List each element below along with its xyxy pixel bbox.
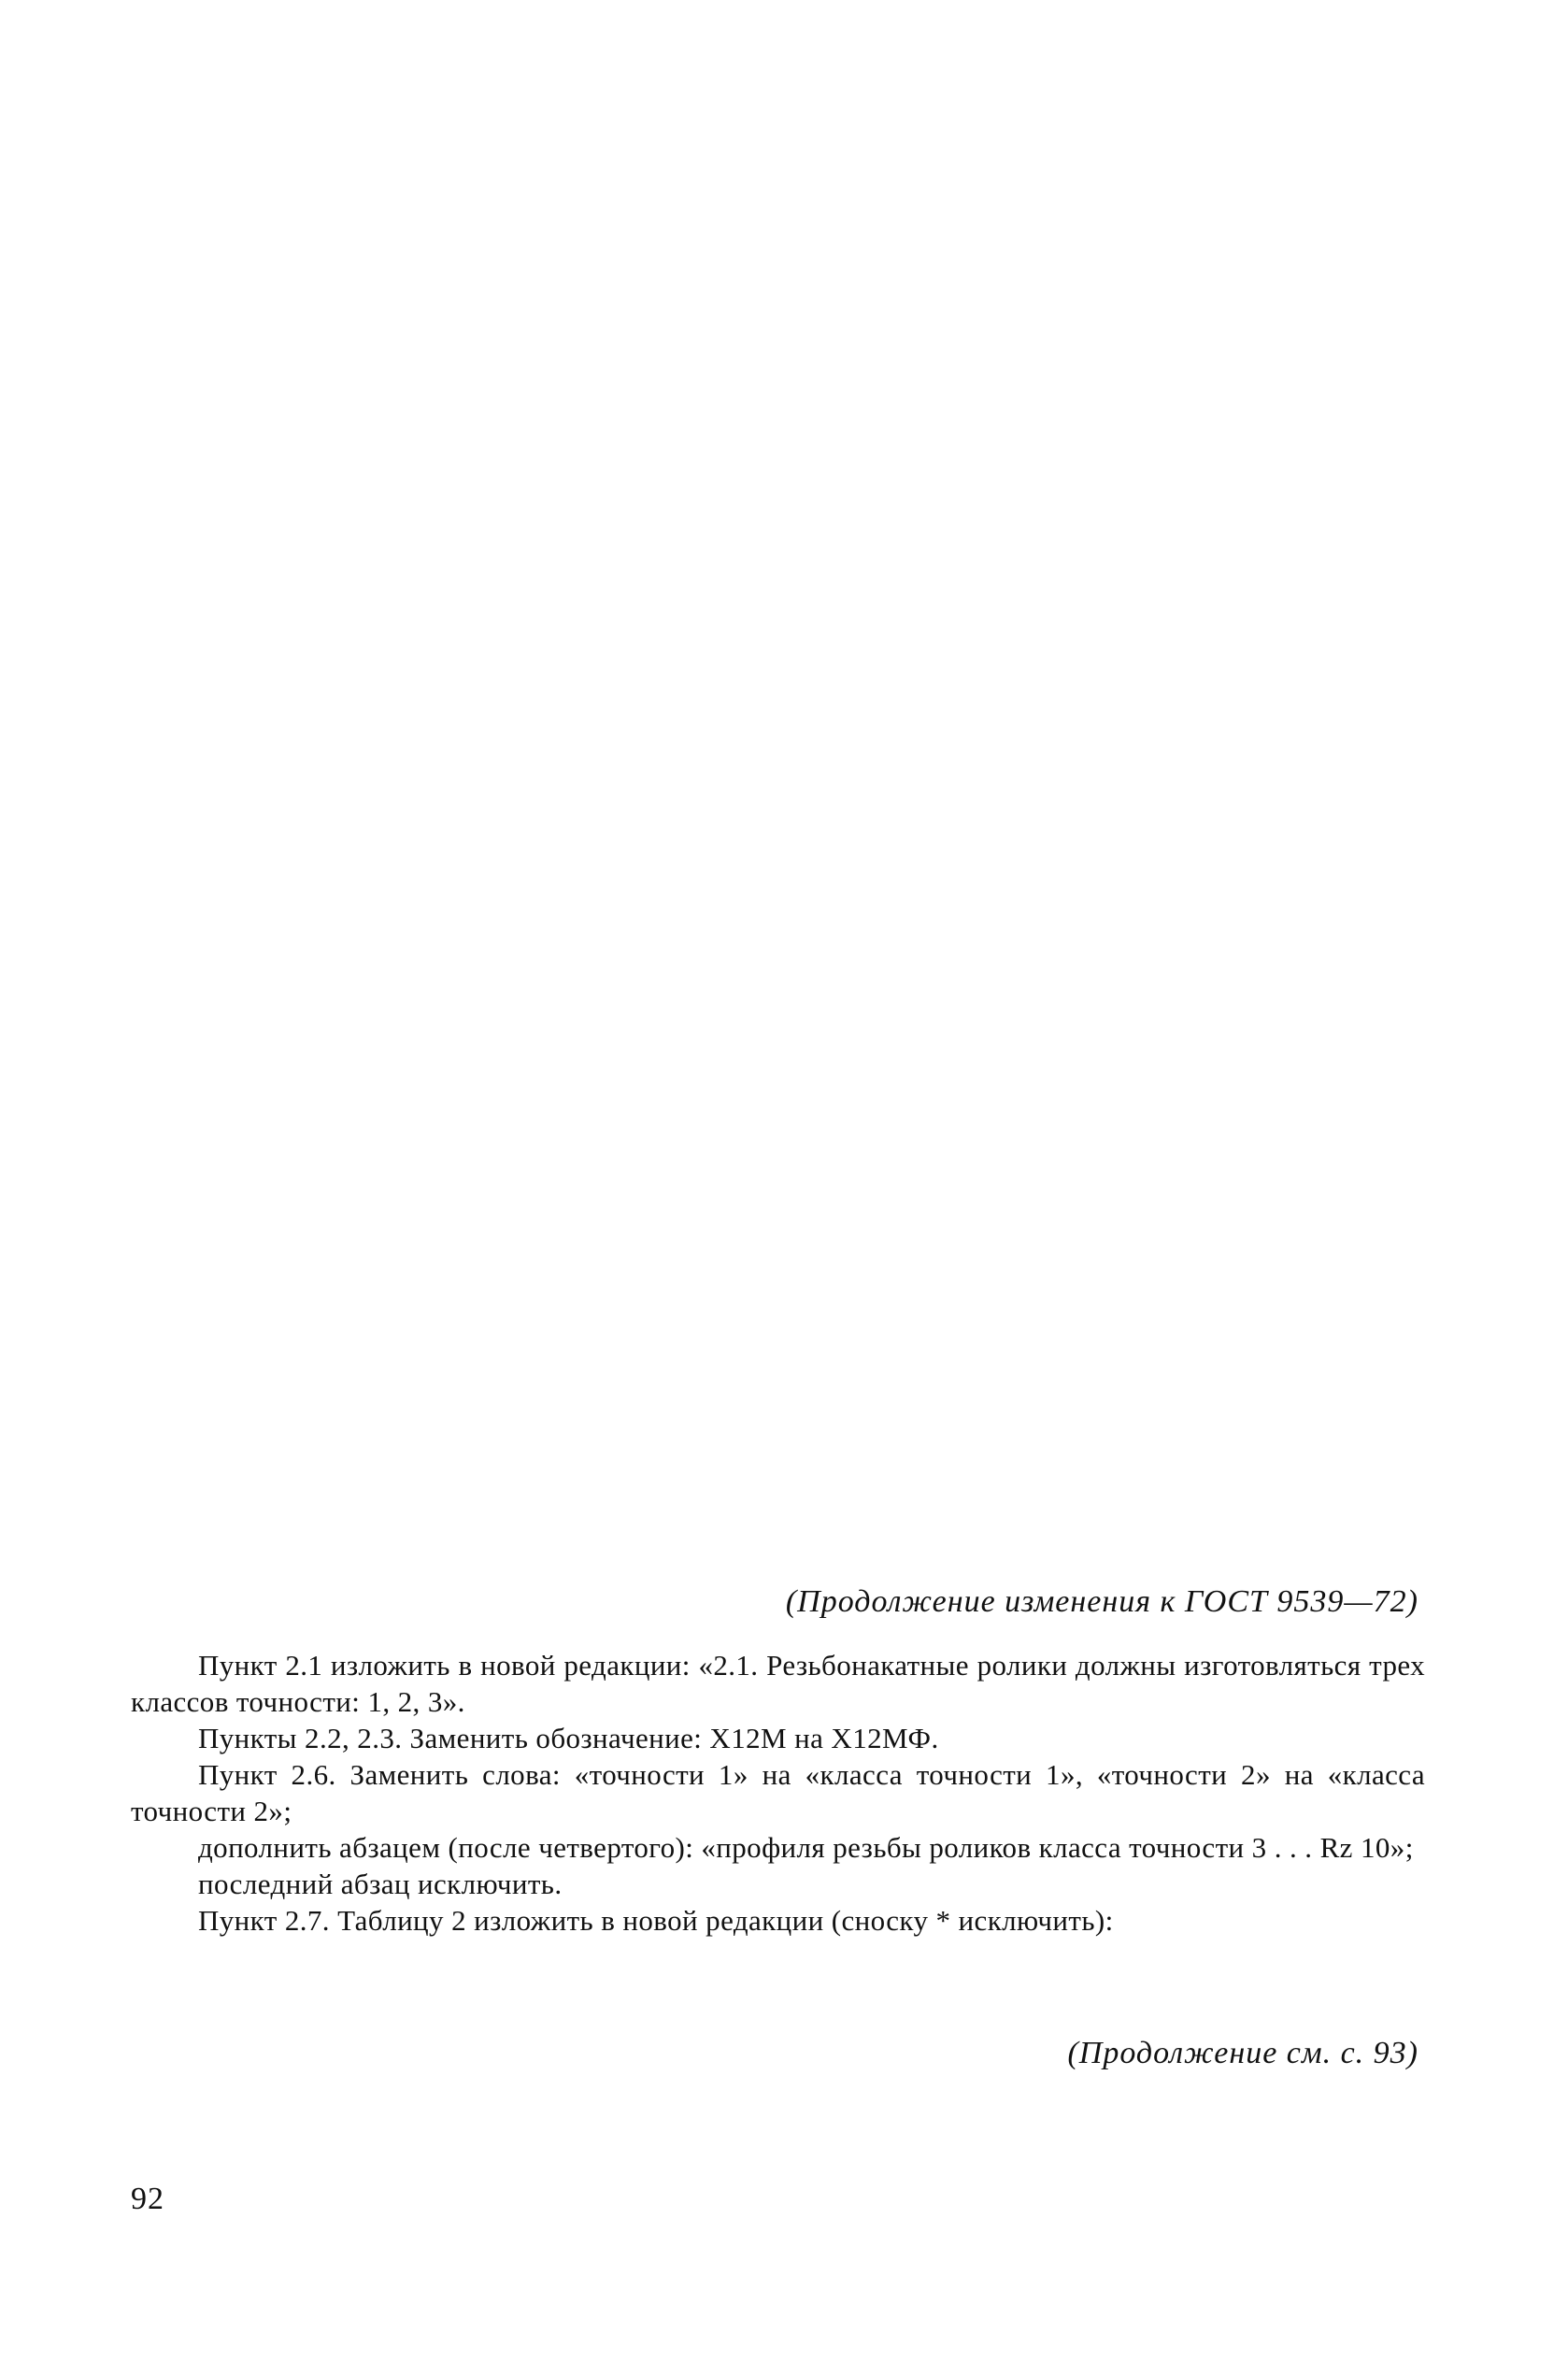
paragraph-items-2-2-2-3: Пункты 2.2, 2.3. Заменить обозначение: Х12М на Х12МФ. — [198, 1722, 939, 1754]
amendment-text — [131, 1647, 1425, 1939]
page-number: 92 — [131, 2182, 164, 2216]
paragraph-item-2-7: Пункт 2.7. Таблицу 2 изложить в новой редакции (сноску * исключить): — [198, 1904, 1114, 1937]
paragraph-supplement: дополнить абзацем (после четвертого): «профиля резьбы роликов класса точности 3 . . . Rz 10»; — [198, 1831, 1414, 1864]
paragraph-item-2-6: Пункт 2.6. Заменить слова: «точности 1» на «класса точности 1», «точности 2» на «класса точности 2»; — [131, 1758, 1425, 1827]
continuation-footer: (Продолжение см. с. 93) — [1067, 2036, 1418, 2070]
continuation-header: (Продолжение изменения к ГОСТ 9539—72) — [785, 1584, 1418, 1619]
paragraph-remove-last: последний абзац исключить. — [198, 1868, 563, 1900]
paragraph-item-2-1: Пункт 2.1 изложить в новой редакции: «2.1. Резьбонакатные ролики должны изготовляться трех классов точности: 1, 2, 3». — [131, 1649, 1425, 1718]
